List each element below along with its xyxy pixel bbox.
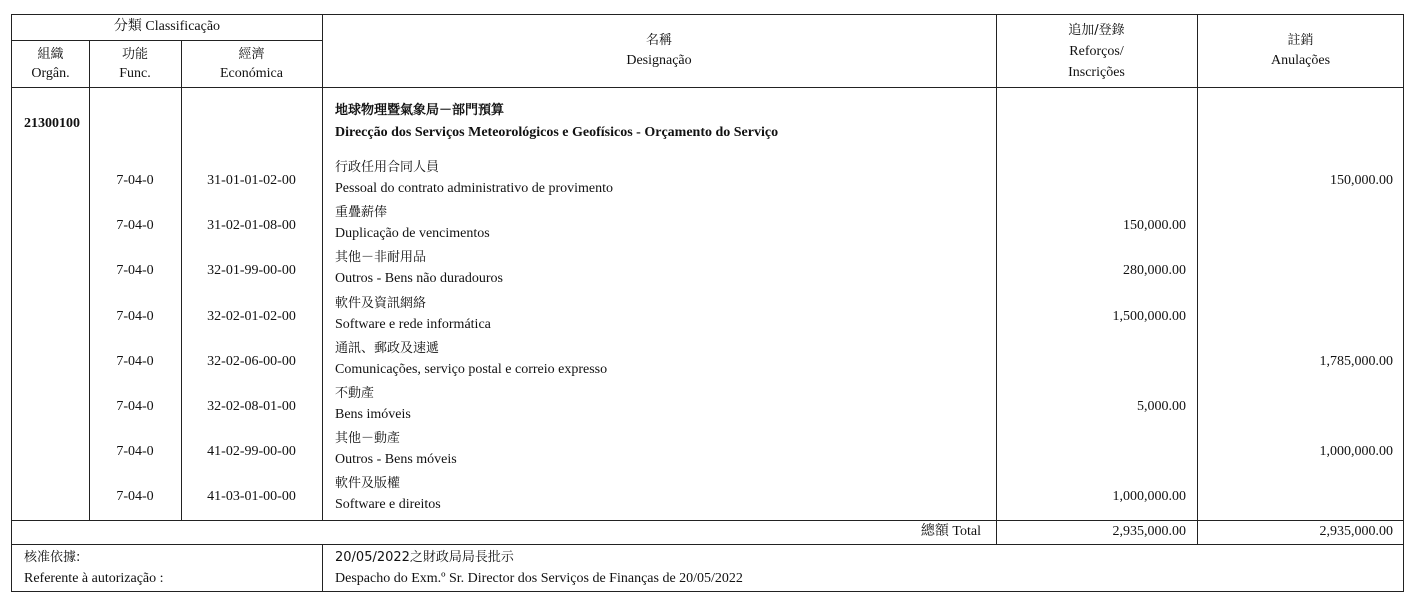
row-name-pt: Software e rede informática [335,316,491,332]
organ-header-pt: Orgân. [31,66,70,81]
name-header-zh: 名稱 [645,33,672,48]
row-cancel: 1,785,000.00 [1319,353,1393,369]
row-name-zh: 不動產 [335,386,375,401]
total-label: 總額 Total [920,524,981,539]
econ-header-pt: Económica [220,66,283,81]
row-econ: 31-02-01-08-00 [207,218,296,234]
row-econ: 32-02-08-01-00 [207,399,296,414]
add-header-pt2: Inscrições [1068,65,1125,80]
header-bottom-line [12,87,1404,88]
row-func: 7-04-0 [116,489,154,505]
total-bottom-line [12,544,1404,545]
row-func: 7-04-0 [116,308,154,324]
name-header-pt: Designação [626,53,692,68]
row-func: 7-04-0 [116,263,154,279]
row-name-pt: Duplicação de vencimentos [335,226,490,242]
row-name-pt: Pessoal do contrato administrativo de provimento [335,181,614,196]
total-top-line [12,520,1404,521]
organ-name-pt: Direcção dos Serviços Meteorológicos e Geofísicos - Orçamento do Serviço [335,125,779,140]
classification-header: 分類 Classificação [113,19,221,34]
row-econ: 41-02-99-00-00 [207,444,296,460]
organ-code: 21300100 [24,116,80,131]
budget-table [11,14,1404,592]
econ-header-zh: 經濟 [238,47,265,62]
divider [322,15,323,520]
row-name-zh: 軟件及資訊網絡 [335,295,427,311]
row-func: 7-04-0 [116,218,154,234]
row-name-zh: 行政任用合同人員 [335,160,440,175]
row-econ: 32-02-06-00-00 [207,353,296,369]
add-header-pt1: Reforços/ [1069,44,1124,59]
row-name-pt: Outros - Bens não duradouros [335,271,503,287]
row-cancel: 150,000.00 [1330,173,1393,188]
row-add: 1,000,000.00 [1112,489,1186,505]
row-econ: 32-02-01-02-00 [207,308,296,324]
divider [322,544,323,592]
row-func: 7-04-0 [116,444,154,460]
row-add: 5,000.00 [1137,399,1186,414]
func-header-pt: Func. [119,66,151,81]
organ-name-zh: 地球物理暨氣象局－部門預算 [335,103,505,118]
footer-value-pt: Despacho do Exm.º Sr. Director dos Serviços de Finanças de 20/05/2022 [335,571,743,586]
row-name-pt: Bens imóveis [335,407,411,422]
row-econ: 31-01-01-02-00 [207,173,296,188]
divider [12,40,322,41]
row-add: 280,000.00 [1123,263,1186,279]
row-name-zh: 重疊薪俸 [335,205,388,221]
row-name-zh: 通訊、郵政及速遞 [335,340,440,356]
row-name-pt: Software e direitos [335,497,441,513]
row-add: 150,000.00 [1123,218,1186,234]
row-func: 7-04-0 [116,173,154,188]
total-cancel: 2,935,000.00 [1319,524,1393,539]
divider [1197,15,1198,544]
row-econ: 32-01-99-00-00 [207,263,296,279]
row-name-zh: 其他－非耐用品 [335,250,427,266]
row-func: 7-04-0 [116,399,154,414]
footer-label-zh: 核准依據: [24,550,81,565]
footer-label-pt: Referente à autorização : [24,571,164,586]
row-name-zh: 軟件及版權 [335,476,401,492]
row-add: 1,500,000.00 [1112,308,1186,324]
total-add: 2,935,000.00 [1112,524,1186,539]
row-name-pt: Comunicações, serviço postal e correio expresso [335,361,608,377]
func-header-zh: 功能 [121,47,148,62]
add-header-zh: 追加/登錄 [1068,23,1125,38]
row-func: 7-04-0 [116,353,154,369]
row-name-pt: Outros - Bens móveis [335,452,457,468]
organ-header-zh: 組織 [37,47,64,62]
cancel-header-zh: 註銷 [1287,33,1314,48]
row-econ: 41-03-01-00-00 [207,489,296,505]
cancel-header-pt: Anulações [1270,53,1331,68]
row-name-zh: 其他－動產 [335,431,401,447]
footer-value-zh: 20/05/2022之財政局局長批示 [335,550,514,565]
row-cancel: 1,000,000.00 [1319,444,1393,460]
divider [996,15,997,544]
